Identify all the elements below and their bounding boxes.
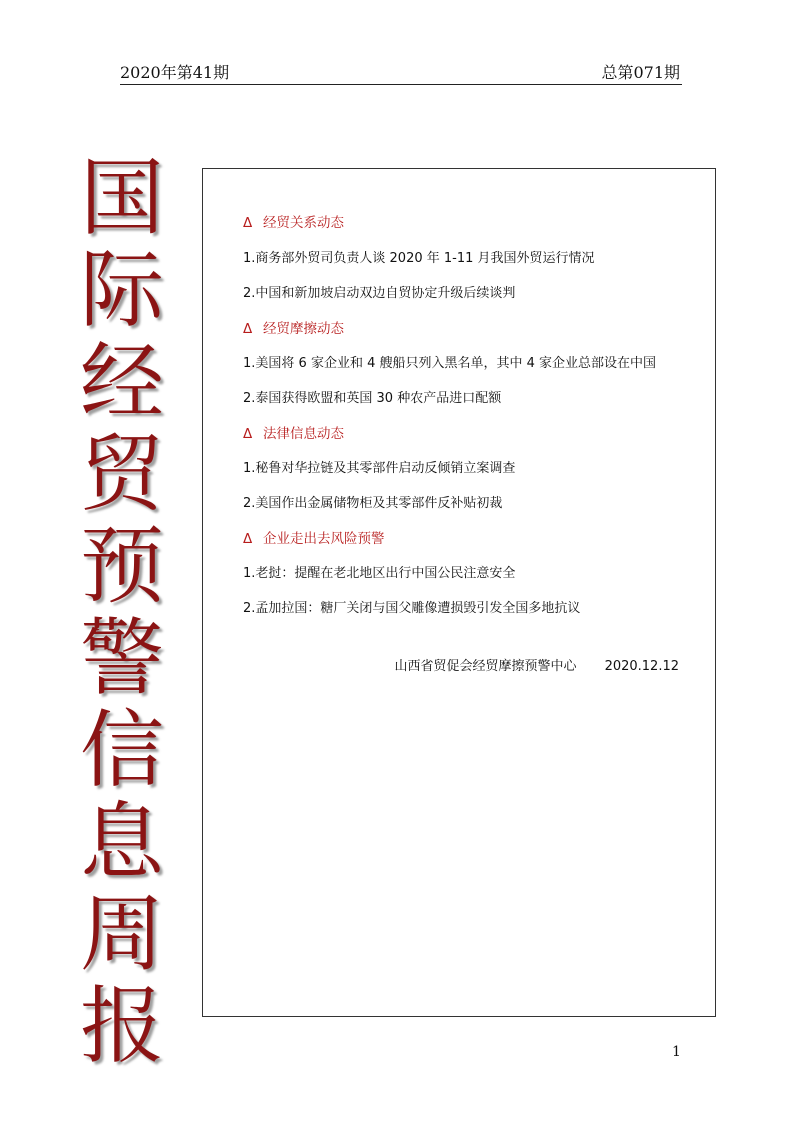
publisher-line	[395, 655, 679, 674]
title-char: 报	[79, 977, 164, 1075]
total-issue-number: 总第071期	[601, 63, 680, 82]
delta-icon: Δ	[243, 215, 253, 231]
section-heading-legal-info	[243, 422, 344, 442]
delta-icon: Δ	[243, 426, 253, 442]
page-number: 1	[672, 1044, 681, 1060]
list-item: 2.泰国获得欧盟和英国 30 种农产品进口配额	[243, 391, 502, 406]
list-item: 1.秘鲁对华拉链及其零部件启动反倾销立案调查	[243, 461, 516, 476]
list-item: 1.美国将 6 家企业和 4 艘船只列入黑名单，其中 4 家企业总部设在中国	[243, 356, 657, 371]
title-char: 贸	[79, 425, 164, 523]
title-char: 息	[79, 793, 164, 891]
vertical-title	[72, 149, 172, 1075]
publisher-org: 山西省贸促会经贸摩擦预警中心	[394, 659, 577, 674]
delta-icon: Δ	[243, 531, 253, 547]
title-char: 际	[79, 241, 164, 339]
title-char: 周	[79, 885, 164, 983]
delta-icon: Δ	[243, 321, 253, 337]
issue-number: 2020年第41期	[120, 63, 230, 82]
section-title: 法律信息动态	[263, 426, 344, 442]
section-heading-trade-friction	[243, 317, 344, 337]
contents-box	[202, 168, 716, 1017]
list-item: 2.孟加拉国：糖厂关闭与国父雕像遭损毁引发全国多地抗议	[243, 601, 581, 616]
section-title: 企业走出去风险预警	[263, 531, 385, 547]
list-item: 2.中国和新加坡启动双边自贸协定升级后续谈判	[243, 286, 516, 301]
title-char: 经	[79, 333, 164, 431]
section-heading-risk-warning	[243, 527, 385, 547]
list-item: 1.商务部外贸司负责人谈 2020 年 1-11 月我国外贸运行情况	[243, 251, 595, 266]
page-header	[120, 58, 682, 85]
title-char: 预	[79, 517, 164, 615]
section-heading-trade-relations	[243, 211, 344, 231]
list-item: 2.美国作出金属储物柜及其零部件反补贴初裁	[243, 496, 503, 511]
section-title: 经贸关系动态	[263, 215, 344, 231]
title-char: 国	[79, 149, 164, 247]
title-char: 信	[79, 701, 164, 799]
section-title: 经贸摩擦动态	[263, 321, 344, 337]
publish-date: 2020.12.12	[604, 659, 679, 674]
list-item: 1.老挝：提醒在老北地区出行中国公民注意安全	[243, 566, 516, 581]
title-char: 警	[79, 609, 164, 707]
